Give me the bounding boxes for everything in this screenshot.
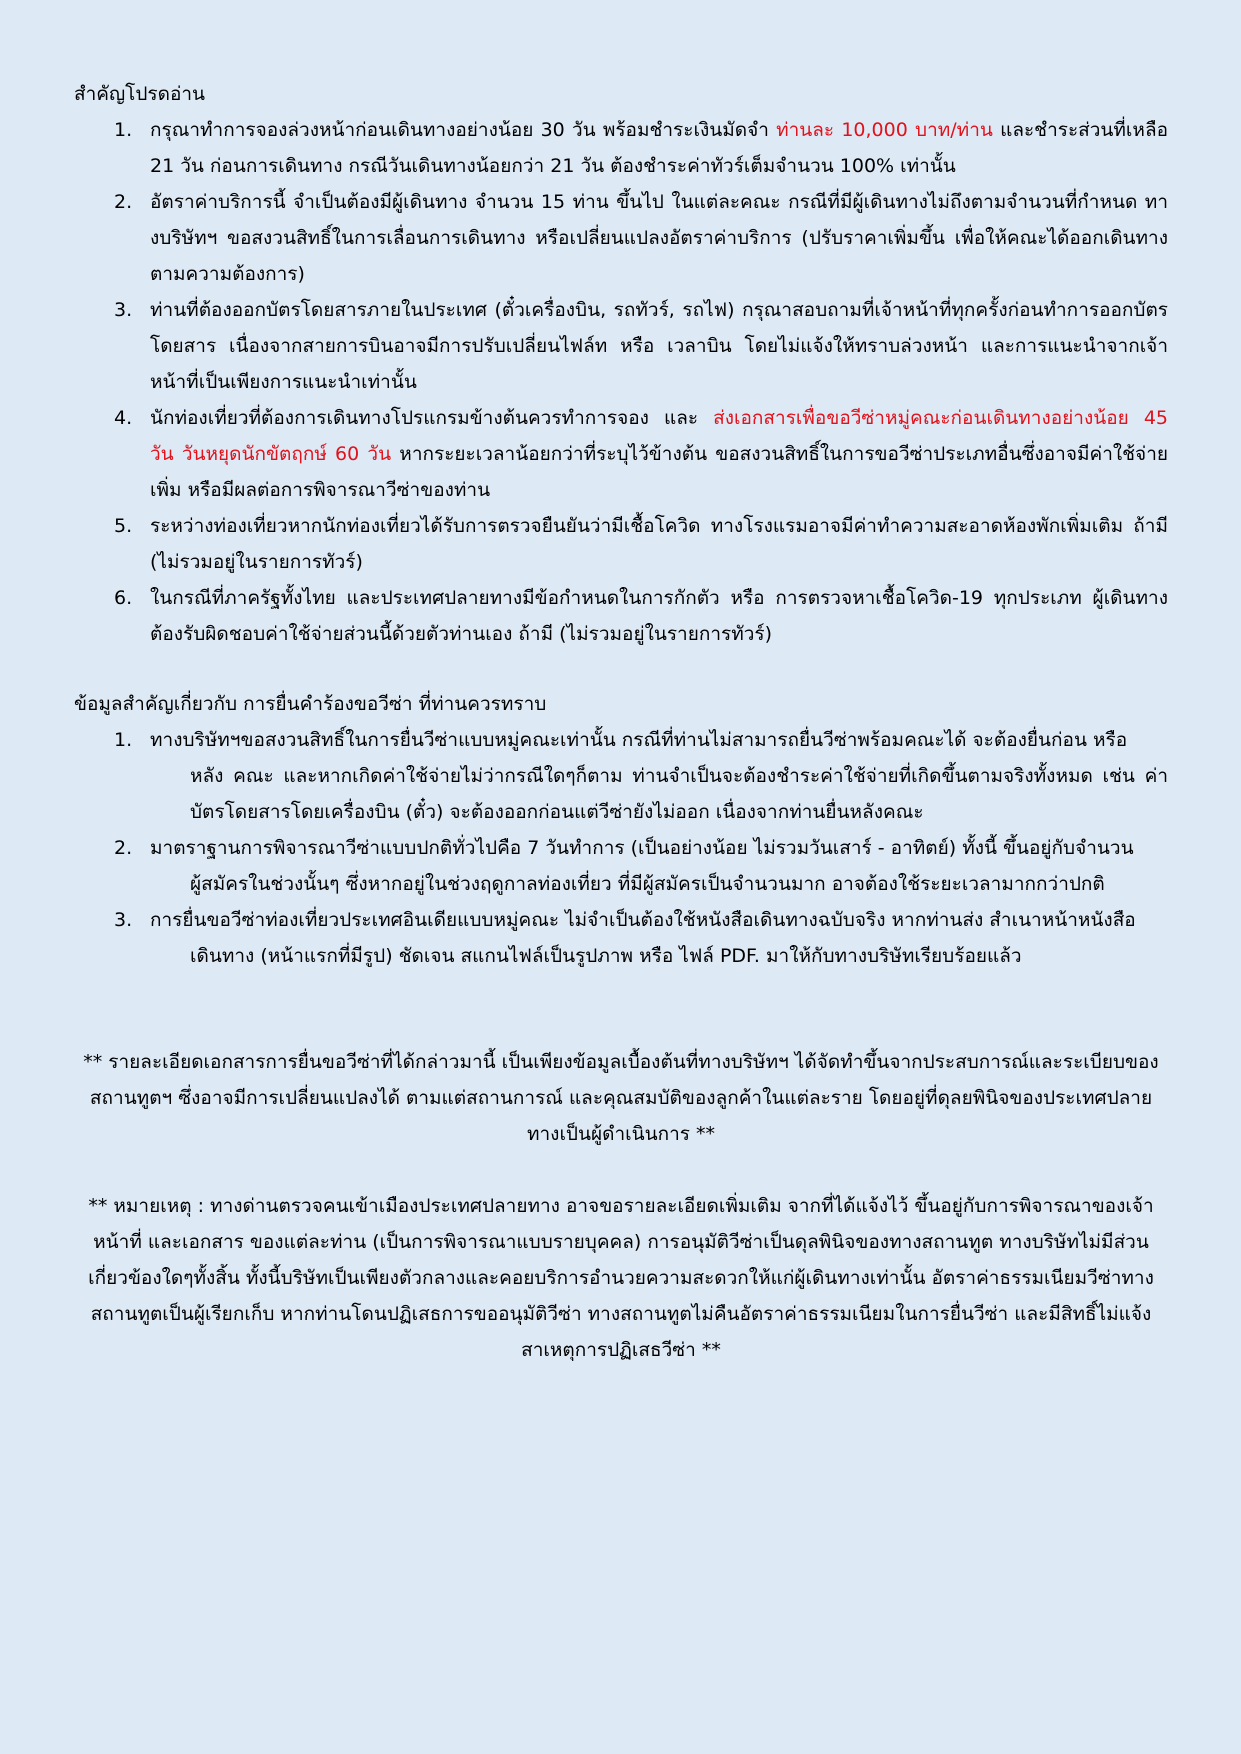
- list-item: [74, 400, 1168, 508]
- item-text: อัตราค่าบริการนี้ จำเป็นต้องมีผู้เดินทาง จำนวน 15 ท่าน ขึ้นไป ในแต่ละคณะ กรณีที่มีผู้เดินทางไม่ถึงตามจำนวนที่กำหนด ทางบริษัทฯ ขอสงวนสิทธิ์ในการเลื่อนการเดินทาง หรือเปลี่ยนแปลงอัตราค่าบริการ (ปรับราคาเพิ่มขึ้น เพื่อให้คณะได้ออกเดินทางตามความต้องการ): [150, 191, 1168, 285]
- item-text-continued: หลัง คณะ และหากเกิดค่าใช้จ่ายไม่ว่ากรณีใดๆก็ตาม ท่านจำเป็นจะต้องชำระค่าใช้จ่ายที่เกิดขึ้นตามจริงทั้งหมด เช่น ค่าบัตรโดยสารโดยเครื่องบิน (ตั๋ว) จะต้องออกก่อนแต่วีซ่ายังไม่ออก เนื่องจากท่านยื่นหลังคณะ: [190, 765, 1168, 823]
- item-text: นักท่องเที่ยวที่ต้องการเดินทางโปรแกรมข้างต้นควรทำการจอง และ: [150, 407, 714, 429]
- list-item: [74, 902, 1168, 974]
- item-text: และชำระส่วนที่เหลือ 21 วัน ก่อนการเดินทาง กรณีวันเดินทางน้อยกว่า 21 วัน ต้องชำระค่าทัวร์เต็มจำนวน 100% เท่านั้น: [150, 119, 1168, 177]
- item-text: กรุณาทำการจองล่วงหน้าก่อนเดินทางอย่างน้อย 30 วัน พร้อมชำระเงินมัดจำ: [150, 119, 777, 141]
- list-item: [74, 580, 1168, 652]
- list-item: [74, 112, 1168, 184]
- item-text: ในกรณีที่ภาครัฐทั้งไทย และประเทศปลายทางมีข้อกำหนดในการกักตัว หรือ การตรวจหาเชื้อโควิด-19 ทุกประเภท ผู้เดินทางต้องรับผิดชอบค่าใช้จ่ายส่วนนี้ด้วยตัวท่านเอง ถ้ามี (ไม่รวมอยู่ในรายการทัวร์): [150, 587, 1168, 645]
- item-text: ท่านที่ต้องออกบัตรโดยสารภายในประเทศ (ตั๋วเครื่องบิน, รถทัวร์, รถไฟ) กรุณาสอบถามที่เจ้าหน้าที่ทุกครั้งก่อนทำการออกบัตรโดยสาร เนื่องจากสายการบินอาจมีการปรับเปลี่ยนไฟล์ท หรือ เวลาบิน โดยไม่แจ้งให้ทราบล่วงหน้า และการแนะนำจากเจ้าหน้าที่เป็นเพียงการแนะนำเท่านั้น: [150, 299, 1168, 393]
- important-notes-title: สำคัญโปรดอ่าน: [74, 83, 206, 105]
- list-item: [74, 184, 1168, 292]
- item-text-continued: เดินทาง (หน้าแรกที่มีรูป) ชัดเจน สแกนไฟล์เป็นรูปภาพ หรือ ไฟล์ PDF. มาให้กับทางบริษัทเรียบร้อยแล้ว: [190, 945, 1022, 967]
- visa-documents-disclaimer: ** รายละเอียดเอกสารการยื่นขอวีซ่าที่ได้กล่าวมานี้ เป็นเพียงข้อมูลเบื้องต้นที่ทางบริษัทฯ ได้จัดทำขึ้นจากประสบการณ์และระเบียบของสถานทูตฯ ซึ่งอาจมีการเปลี่ยนแปลงได้ ตามแต่สถานการณ์ และคุณสมบัติของลูกค้าในแต่ละราย โดยอยู่ที่ดุลยพินิจของประเทศปลายทางเป็นผู้ดำเนินการ **: [83, 1051, 1159, 1145]
- deposit-highlight: ท่านละ 10,000 บาท/ท่าน: [776, 119, 993, 141]
- visa-deadline-highlight: ส่งเอกสารเพื่อขอวีซ่าหมู่คณะก่อนเดินทางอย่างน้อย 45 วัน วันหยุดนักขัตฤกษ์ 60 วัน: [150, 407, 1168, 465]
- list-item: [74, 292, 1168, 400]
- item-number: 2.: [114, 837, 133, 859]
- visa-info-list: [74, 722, 1168, 974]
- item-number: 1.: [114, 119, 133, 141]
- list-item: [74, 508, 1168, 580]
- item-number: 3.: [114, 299, 133, 321]
- item-text-continued: ผู้สมัครในช่วงนั้นๆ ซึ่งหากอยู่ในช่วงฤดูกาลท่องเที่ยว ที่มีผู้สมัครเป็นจำนวนมาก อาจต้องใช้ระยะเวลามากกว่าปกติ: [190, 873, 1105, 895]
- item-number: 3.: [114, 909, 133, 931]
- item-number: 2.: [114, 191, 133, 213]
- document-page: [74, 76, 1168, 1368]
- item-number: 5.: [114, 515, 133, 537]
- immigration-remark: ** หมายเหตุ : ทางด่านตรวจคนเข้าเมืองประเทศปลายทาง อาจขอรายละเอียดเพิ่มเติม จากที่ได้แจ้งไว้ ขึ้นอยู่กับการพิจารณาของเจ้าหน้าที่ และเอกสาร ของแต่ละท่าน (เป็นการพิจารณาแบบรายบุคคล) การอนุมัติวีซ่าเป็นดุลพินิจของทางสถานทูต ทางบริษัทไม่มีส่วนเกี่ยวข้องใดๆทั้งสิ้น ทั้งนี้บริษัทเป็นเพียงตัวกลางและคอยบริการอำนวยความสะดวกให้แก่ผู้เดินทางเท่านั้น อัตราค่าธรรมเนียมวีซ่าทางสถานทูตเป็นผู้เรียกเก็บ หากท่านโดนปฏิเสธการขออนุมัติวีซ่า ทางสถานทูตไม่คืนอัตราค่าธรรมเนียมในการยื่นวีซ่า และมีสิทธิ์ไม่แจ้งสาเหตุการปฏิเสธวีซ่า **: [88, 1195, 1154, 1361]
- item-text: ระหว่างท่องเที่ยวหากนักท่องเที่ยวได้รับการตรวจยืนยันว่ามีเชื้อโควิด ทางโรงแรมอาจมีค่าทำความสะอาดห้องพักเพิ่มเติม ถ้ามี (ไม่รวมอยู่ในรายการทัวร์): [150, 515, 1168, 573]
- item-text: การยื่นขอวีซ่าท่องเที่ยวประเทศอินเดียแบบหมู่คณะ ไม่จำเป็นต้องใช้หนังสือเดินทางฉบับจริง หากท่านส่ง สำเนาหน้าหนังสือ: [150, 909, 1136, 931]
- list-item: [74, 722, 1168, 830]
- item-text: ทางบริษัทฯขอสงวนสิทธิ์ในการยื่นวีซ่าแบบหมู่คณะเท่านั้น กรณีที่ท่านไม่สามารถยื่นวีซ่าพร้อมคณะได้ จะต้องยื่นก่อน หรือ: [150, 729, 1128, 751]
- important-notes-list: [74, 112, 1168, 652]
- item-text: มาตราฐานการพิจารณาวีซ่าแบบปกติทั่วไปคือ 7 วันทำการ (เป็นอย่างน้อย ไม่รวมวันเสาร์ - อาทิตย์) ทั้งนี้ ขึ้นอยู่กับจำนวน: [150, 837, 1134, 859]
- list-item: [74, 830, 1168, 902]
- item-number: 1.: [114, 729, 133, 751]
- item-number: 6.: [114, 587, 133, 609]
- visa-info-title: ข้อมูลสำคัญเกี่ยวกับ การยื่นคำร้องขอวีซ่า ที่ท่านควรทราบ: [74, 693, 547, 715]
- item-number: 4.: [114, 407, 133, 429]
- item-text: หากระยะเวลาน้อยกว่าที่ระบุไว้ข้างต้น ขอสงวนสิทธิ์ในการขอวีซ่าประเภทอื่นซึ่งอาจมีค่าใช้จ่ายเพิ่ม หรือมีผลต่อการพิจารณาวีซ่าของท่าน: [150, 443, 1168, 501]
